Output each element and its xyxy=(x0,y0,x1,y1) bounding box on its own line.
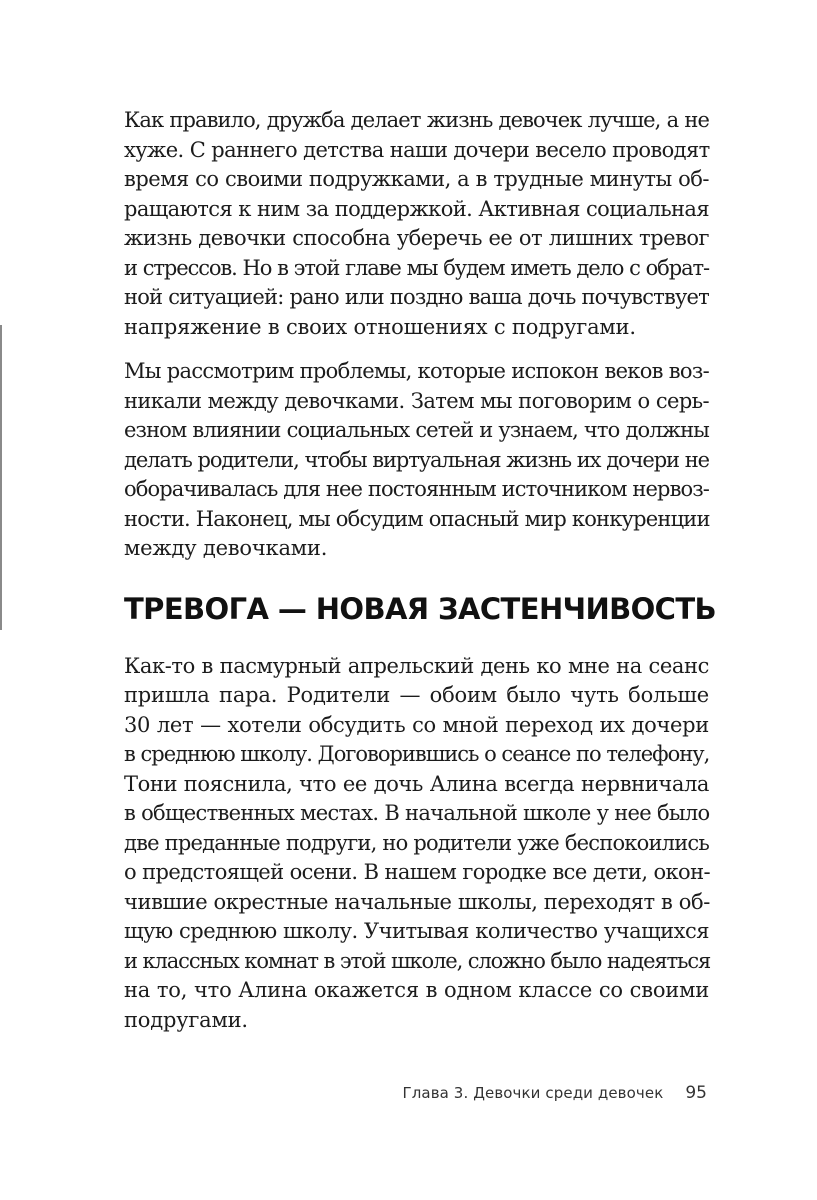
text-line: ности. Наконец, мы обсудим опасный мир конкуренции xyxy=(124,506,710,531)
text-line: напряжение в своих отношениях с подругами. xyxy=(124,314,636,339)
text-line: две преданные подруги, но родители уже беспокоились xyxy=(124,830,709,855)
text-line: в общественных местах. В начальной школе у нее было xyxy=(124,801,710,825)
text-line: Как-то в пасмурный апрельский день ко мне на сеанс xyxy=(124,653,709,678)
page-footer xyxy=(395,1083,707,1103)
page-body xyxy=(124,106,717,1050)
text-line: хуже. С раннего детства наши дочери весело проводят xyxy=(124,137,710,162)
text-line: о предстоящей осени. В нашем городке все дети, окон- xyxy=(124,860,710,884)
text-line: подругами. xyxy=(124,1007,248,1032)
paragraph-overview xyxy=(124,357,709,564)
text-line: никали между девочками. Затем мы поговорим о серь- xyxy=(124,388,709,413)
text-line: ной ситуацией: рано или поздно ваша дочь почувствует xyxy=(124,285,709,309)
text-line: в среднюю школу. Договорившись о сеансе по телефону, xyxy=(124,742,710,766)
text-line: делать родители, чтобы виртуальная жизнь их дочери не xyxy=(124,447,709,472)
text-line: езном влиянии социальных сетей и узнаем, что должны xyxy=(124,418,709,442)
page-number: 95 xyxy=(685,1083,707,1103)
section-heading: ТРЕВОГА — НОВАЯ ЗАСТЕНЧИВОСТЬ xyxy=(124,591,717,626)
text-line: и классных комнат в этой школе, сложно было надеяться xyxy=(124,948,711,973)
text-line: жизнь девочки способна уберечь ее от лишних тревог xyxy=(124,226,709,250)
text-line: оборачивалась для нее постоянным источником нервоз- xyxy=(124,477,709,501)
paragraph-intro xyxy=(124,106,709,342)
text-line: и стрессов. Но в этой главе мы будем иметь дело с обрат- xyxy=(124,255,709,280)
text-line: ращаются к ним за поддержкой. Активная социальная xyxy=(124,196,709,221)
text-line: Тони пояснила, что ее дочь Алина всегда нервничала xyxy=(124,771,709,796)
running-title: Глава 3. Девочки среди девочек xyxy=(402,1084,664,1102)
paragraph-section xyxy=(124,652,709,1036)
page-edge-mark xyxy=(0,325,2,630)
text-line: Мы рассмотрим проблемы, которые испокон веков воз- xyxy=(124,359,709,383)
text-line: щую среднюю школу. Учитывая количество учащихся xyxy=(124,919,709,943)
text-line: на то, что Алина окажется в одном классе со своими xyxy=(124,978,709,1002)
text-line: между девочками. xyxy=(124,536,328,560)
text-line: пришла пара. Родители — обоим было чуть больше xyxy=(124,683,709,707)
text-line: чившие окрестные начальные школы, переходят в об- xyxy=(124,889,710,914)
text-line: Как правило, дружба делает жизнь девочек лучше, а не xyxy=(124,108,709,132)
text-line: 30 лет — хотели обсудить со мной переход их дочери xyxy=(124,712,709,737)
text-line: время со своими подружками, а в трудные минуты об- xyxy=(124,167,709,191)
